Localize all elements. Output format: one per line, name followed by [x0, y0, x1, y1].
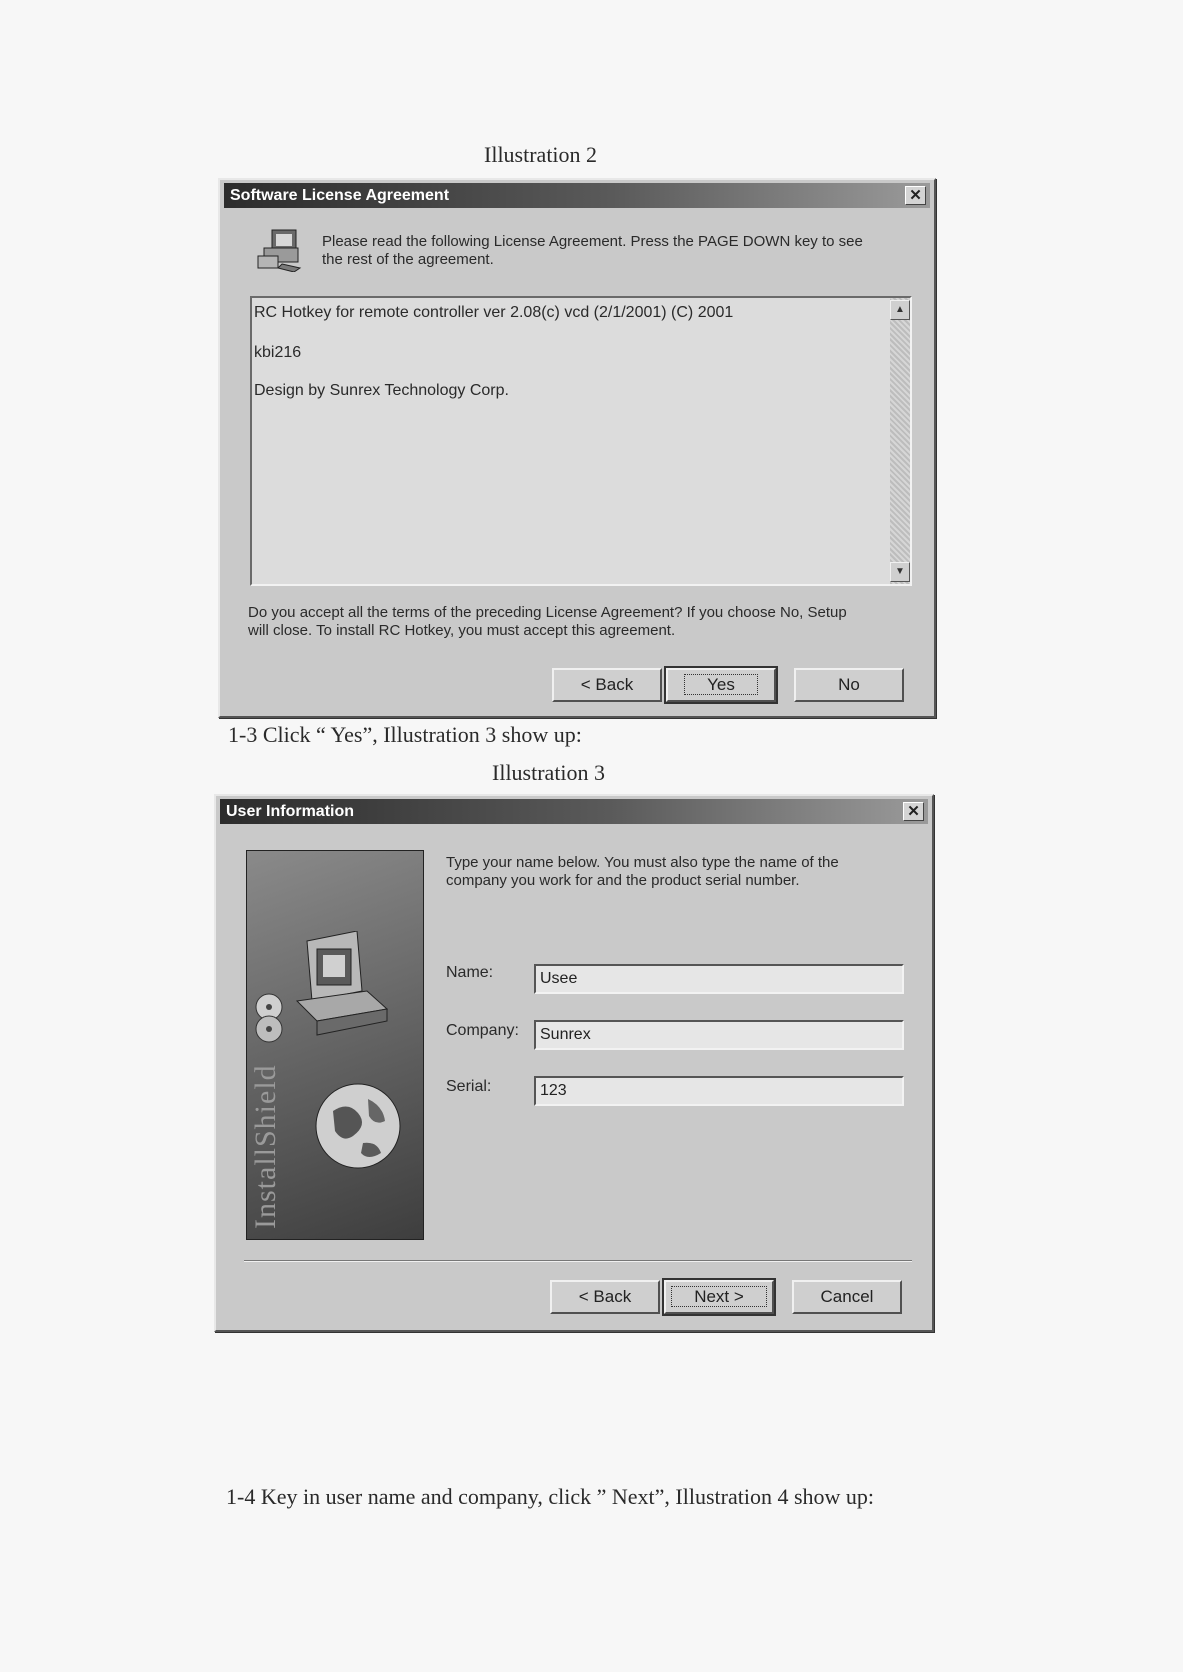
- scroll-up-icon[interactable]: ▲: [890, 300, 910, 320]
- license-text-line: kbi216: [254, 344, 302, 361]
- license-intro-line1: Please read the following License Agreement. Press the PAGE DOWN key to see: [322, 233, 863, 250]
- license-back-button[interactable]: [552, 668, 662, 702]
- serial-label: Serial:: [446, 1078, 492, 1095]
- license-title: Software License Agreement: [230, 187, 450, 204]
- user-info-close-button[interactable]: [903, 802, 924, 821]
- user-info-intro-line1: Type your name below. You must also type the name of the: [446, 854, 839, 871]
- cancel-label: Cancel: [820, 1287, 874, 1306]
- company-field[interactable]: Sunrex: [534, 1020, 904, 1050]
- license-no-button[interactable]: [794, 668, 904, 702]
- license-text-area[interactable]: [250, 296, 912, 586]
- step-1-3-text: 1-3 Click “ Yes”, Illustration 3 show up:: [228, 722, 582, 747]
- computer-icon: [287, 931, 397, 1041]
- license-agreement-dialog: [218, 178, 936, 718]
- user-info-next-button[interactable]: [664, 1280, 774, 1314]
- company-label: Company:: [446, 1022, 519, 1039]
- user-info-titlebar: [220, 799, 928, 824]
- name-field[interactable]: Usee: [534, 964, 904, 994]
- scroll-down-icon[interactable]: ▼: [890, 562, 910, 582]
- license-yes-button[interactable]: [666, 668, 776, 702]
- license-close-button[interactable]: [905, 186, 926, 205]
- globe-icon: [313, 1081, 403, 1171]
- license-question-line1: Do you accept all the terms of the preceding License Agreement? If you choose No, Setup: [248, 604, 847, 621]
- cd-icon: [249, 993, 293, 1043]
- user-information-dialog: [214, 794, 934, 1332]
- setup-computer-icon: [254, 228, 306, 272]
- illustration-3-caption: Illustration 3: [492, 760, 606, 785]
- step-1-4-text: 1-4 Key in user name and company, click ” Next”, Illustration 4 show up:: [226, 1484, 875, 1509]
- license-titlebar: [224, 183, 930, 208]
- illustration-2-caption: Illustration 2: [484, 142, 598, 167]
- license-text-line: Design by Sunrex Technology Corp.: [254, 382, 509, 399]
- installshield-side-panel: [246, 850, 424, 1240]
- installshield-logo-text: InstallShield: [249, 1064, 282, 1229]
- back-label: < Back: [578, 1287, 632, 1306]
- name-label: Name:: [446, 964, 494, 981]
- next-label: Next >: [671, 1286, 767, 1307]
- close-icon: ✕: [909, 187, 922, 204]
- button-divider: [244, 1260, 912, 1262]
- serial-field[interactable]: 123: [534, 1076, 904, 1106]
- user-info-intro-line2: company you work for and the product serial number.: [446, 872, 800, 889]
- no-label: No: [838, 675, 860, 694]
- close-icon: ✕: [907, 803, 920, 820]
- back-label: < Back: [580, 675, 634, 694]
- yes-label: Yes: [684, 674, 758, 695]
- license-scrollbar[interactable]: [890, 298, 910, 584]
- license-question-line2: will close. To install RC Hotkey, you must accept this agreement.: [248, 622, 676, 639]
- license-intro-line2: the rest of the agreement.: [322, 251, 494, 268]
- user-info-title: User Information: [226, 803, 355, 820]
- user-info-cancel-button[interactable]: [792, 1280, 902, 1314]
- user-info-back-button[interactable]: [550, 1280, 660, 1314]
- license-text-line: RC Hotkey for remote controller ver 2.08(c) vcd (2/1/2001) (C) 2001: [254, 304, 734, 321]
